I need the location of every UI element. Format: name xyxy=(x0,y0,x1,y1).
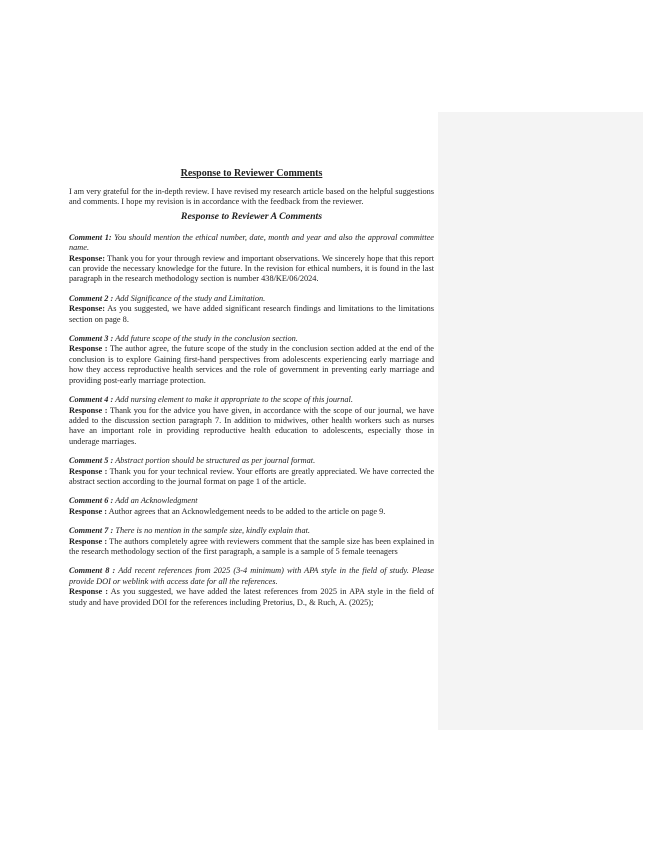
comment-block xyxy=(69,395,434,447)
comment-body: Add an Acknowledgment xyxy=(113,496,198,506)
document-title: Response to Reviewer Comments xyxy=(180,168,323,179)
response-text xyxy=(69,507,434,517)
response-text xyxy=(69,254,434,285)
comment-text xyxy=(69,395,434,405)
response-label: Response : xyxy=(69,587,108,597)
section-subtitle: Response to Reviewer A Comments xyxy=(180,210,323,222)
response-label: Response: xyxy=(69,304,105,314)
comment-block xyxy=(69,233,434,285)
comment-text xyxy=(69,566,434,587)
comments-list xyxy=(69,233,434,608)
comment-text xyxy=(69,233,434,254)
response-body: The authors completely agree with reviewers comment that the sample size has been explained in the research methodology section of the first paragraph, a sample is a sample of 5 female teenagers xyxy=(69,536,435,556)
response-body: As you suggested, we have added the latest references from 2025 in APA style in the field of study and have provided DOI for the references including Pretorius, D., & Ruch, A. (2025); xyxy=(69,587,435,607)
comment-body: You should mention the ethical number, date, month and year and also the approval committee name. xyxy=(69,232,434,253)
comment-label: Comment 8 : xyxy=(69,566,116,576)
response-body: Thank you for your through review and important observations. We sincerely hope that this report can provide the necessary knowledge for the future. In the revision for ethical numbers, it is found in the last paragraph in the research methodology section is number 438/KE/06/2024. xyxy=(69,253,434,284)
response-text xyxy=(69,344,434,386)
comment-text xyxy=(69,294,434,304)
comment-block xyxy=(69,496,434,517)
response-text xyxy=(69,304,434,325)
response-body: The author agree, the future scope of the study in the conclusion section added at the end of the conclusion is to explore Gaining first-hand perspectives from adolescents experiencing early marriage and how they access reproductive health services and the role of government in preventing early marriage and providing post-early marriage protection. xyxy=(69,344,434,385)
comment-text xyxy=(69,456,434,466)
comment-label: Comment 7 : xyxy=(69,526,114,536)
comment-label: Comment 1: xyxy=(69,232,112,242)
comment-body: Add nursing element to make it appropriate to the scope of this journal. xyxy=(113,395,353,405)
comment-block xyxy=(69,334,434,386)
comment-block xyxy=(69,526,434,557)
comment-text xyxy=(69,526,434,536)
response-label: Response : xyxy=(69,466,108,476)
response-label: Response : xyxy=(69,405,108,415)
comment-block xyxy=(69,566,434,608)
comment-label: Comment 3 : xyxy=(69,334,114,344)
comment-block xyxy=(69,294,434,325)
response-body: Author agrees that an Acknowledgement needs to be added to the article on page 9. xyxy=(107,506,386,516)
response-text xyxy=(69,406,434,448)
response-body: Thank you for your technical review. Your efforts are greatly appreciated. We have corrected the abstract section according to the journal format on page 1 of the article. xyxy=(69,466,435,486)
document-page xyxy=(69,168,434,617)
response-label: Response : xyxy=(69,344,108,354)
comment-pane xyxy=(438,112,643,730)
comment-label: Comment 4 : xyxy=(69,395,114,405)
response-text xyxy=(69,587,434,608)
comment-body: Add Significance of the study and Limitation. xyxy=(113,293,266,303)
comment-label: Comment 5 : xyxy=(69,456,114,466)
comment-body: Abstract portion should be structured as per journal format. xyxy=(113,456,316,466)
comment-label: Comment 2 : xyxy=(69,293,114,303)
response-body: Thank you for the advice you have given, in accordance with the scope of our journal, we have added to the discussion section paragraph 7. In addition to midwives, other health workers such as nurses have an important role in providing reproductive health education to adolescents, especially those in underage marriages. xyxy=(69,405,434,446)
comment-body: There is no mention in the sample size, kindly explain that. xyxy=(113,526,310,536)
comment-body: Add recent references from 2025 (3-4 minimum) with APA style in the field of study. Please provide DOI or weblink with access date for all the references. xyxy=(69,566,434,586)
intro-paragraph: I am very grateful for the in-depth review. I have revised my research article based on the helpful suggestions and comments. I hope my revision is in accordance with the feedback from the reviewer. xyxy=(69,187,434,207)
comment-label: Comment 6 : xyxy=(69,496,114,506)
comment-block xyxy=(69,456,434,487)
response-text xyxy=(69,537,434,558)
comment-text xyxy=(69,334,434,344)
response-text xyxy=(69,467,434,488)
response-label: Response : xyxy=(69,506,108,516)
comment-body: Add future scope of the study in the conclusion section. xyxy=(113,334,298,344)
response-label: Response: xyxy=(69,253,105,263)
comment-text xyxy=(69,496,434,506)
response-label: Response : xyxy=(69,536,108,546)
response-body: As you suggested, we have added significant research findings and limitations to the limitations section on page 8. xyxy=(69,304,434,324)
